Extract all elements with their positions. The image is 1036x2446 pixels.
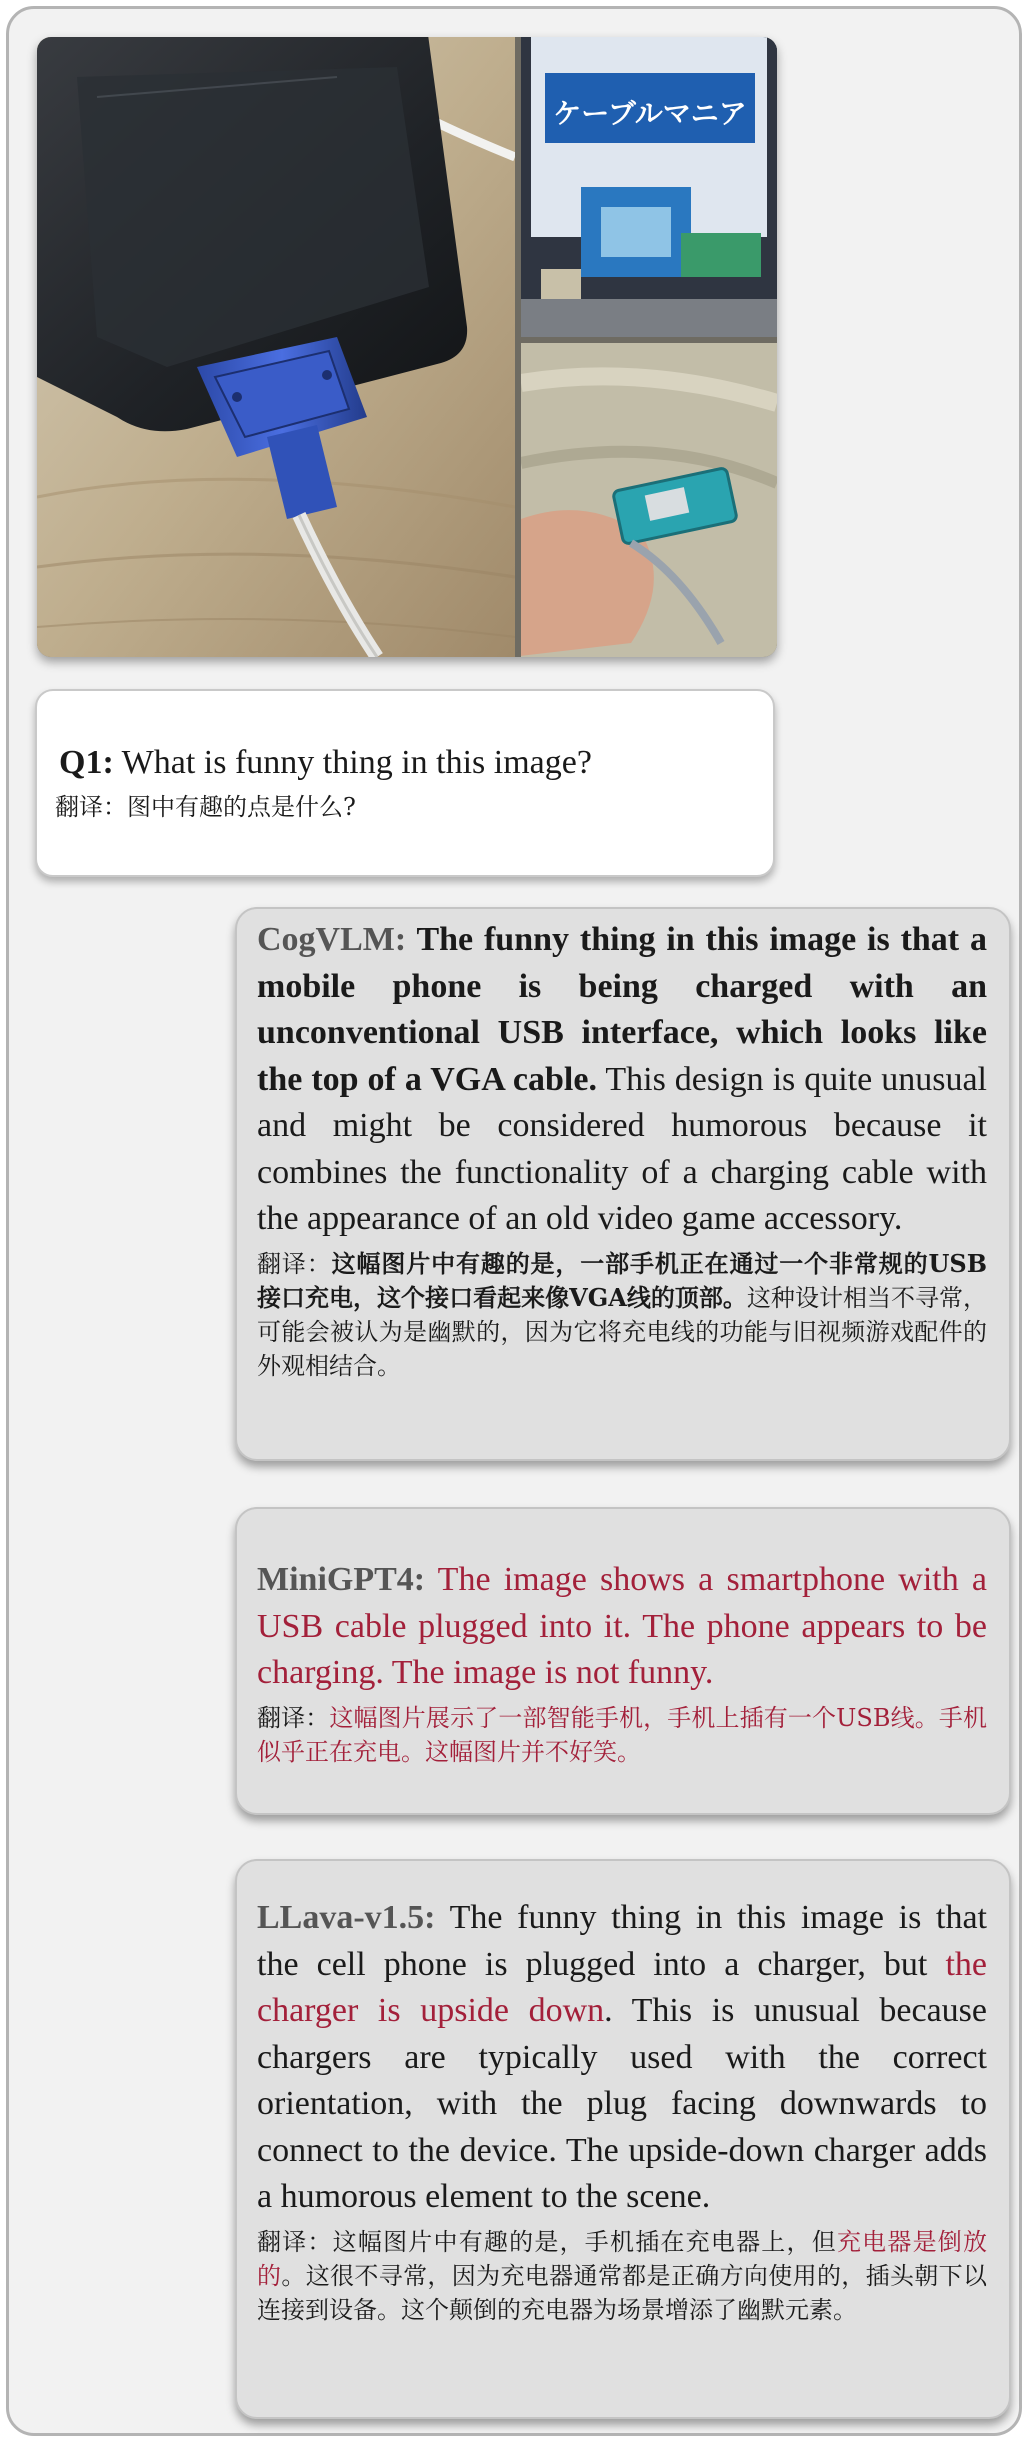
translation-sentence-1-minigpt4: 这幅图片展示了一部智能手机，手机上插有一个USB线。 [329, 1703, 939, 1732]
response-chinese-cogvlm [257, 1247, 987, 1383]
question-english [59, 743, 592, 783]
model-name-minigpt4: MiniGPT4: [257, 1561, 426, 1598]
figure-frame [6, 6, 1022, 2436]
translation-text-2-llava: 。这很不寻常，因为充电器通常都是正确方向使用的，插头朝下以连接到设备。这个颠倒的充电器为场景增添了幽默元素。 [257, 2261, 988, 2324]
package-logo-text: ケーブルマニア [553, 97, 747, 130]
translation-emphasis-cogvlm: 这幅图片中有趣的是，一部手机正在通过一个非常规的USB接口充电，这个接口看起来像VGA线的顶部。 [257, 1248, 988, 1312]
input-photo-collage [37, 37, 777, 657]
adapter-in-hand-illustration [521, 343, 777, 657]
translation-prefix-minigpt4: 翻译： [257, 1703, 330, 1732]
response-sentence-2-minigpt4: The phone appears to be charging. [257, 1607, 988, 1691]
question-label: Q1: [59, 744, 114, 781]
response-chinese-llava [257, 2225, 987, 2327]
response-bubble-minigpt4 [235, 1507, 1011, 1815]
photo-phone-vga-plug [37, 37, 515, 657]
translation-prefix-cogvlm: 翻译： [257, 1249, 332, 1278]
translation-highlight-llava: 充电器是倒放的 [257, 2227, 988, 2290]
translation-sentence-2-minigpt4: 手机似乎正在充电。 [257, 1703, 988, 1766]
phone-with-vga-plug-illustration [37, 37, 515, 657]
response-text-1-llava: The funny thing in this image is that the cell phone is plugged into a charger, but [257, 1899, 987, 1983]
photo-cable-package [521, 37, 777, 337]
translation-sentence-3-minigpt4: 这幅图片并不好笑。 [425, 1737, 641, 1766]
response-english-minigpt4 [257, 1557, 987, 1697]
response-sentence-3-minigpt4: The image is not funny. [383, 1654, 714, 1691]
question-card [35, 689, 775, 877]
response-bubble-cogvlm [235, 907, 1011, 1461]
response-english-llava [257, 1895, 987, 2221]
question-chinese: 翻译：图中有趣的点是什么? [55, 793, 356, 821]
response-emphasis-cogvlm: The funny thing in this image is that a mobile phone is being charged with an unconventional USB interface, which looks like the top of a VGA cable. [257, 921, 987, 1098]
question-text: What is funny thing in this image? [113, 744, 592, 781]
response-bubble-llava [235, 1859, 1011, 2419]
response-text-2-llava: . This is unusual because chargers are typically used with the correct orientation, with the plug facing downwards to connect to the device. The upside-down charger adds a humorous element to the scene. [257, 1992, 987, 2215]
translation-text-1-llava: 翻译：这幅图片中有趣的是，手机插在充电器上，但 [257, 2227, 837, 2256]
model-name-llava: LLava-v1.5: [257, 1899, 436, 1936]
response-sentence-1-minigpt4: The image shows a smartphone with a USB cable plugged into it. [257, 1561, 987, 1645]
model-name-cogvlm: CogVLM: [257, 921, 407, 958]
cable-package-illustration [521, 37, 777, 337]
photo-adapter-in-hand [521, 343, 777, 657]
response-highlight-llava: the charger is upside down [257, 1945, 987, 2029]
response-chinese-minigpt4 [257, 1701, 987, 1769]
response-english-cogvlm [257, 917, 987, 1243]
response-text-cogvlm: This design is quite unusual and might be considered humorous because it combines the functionality of a charging cable with the appearance of an old video game accessory. [257, 1060, 987, 1237]
translation-text-cogvlm: 这种设计相当不寻常，可能会被认为是幽默的，因为它将充电线的功能与旧视频游戏配件的外观相结合。 [257, 1283, 988, 1380]
